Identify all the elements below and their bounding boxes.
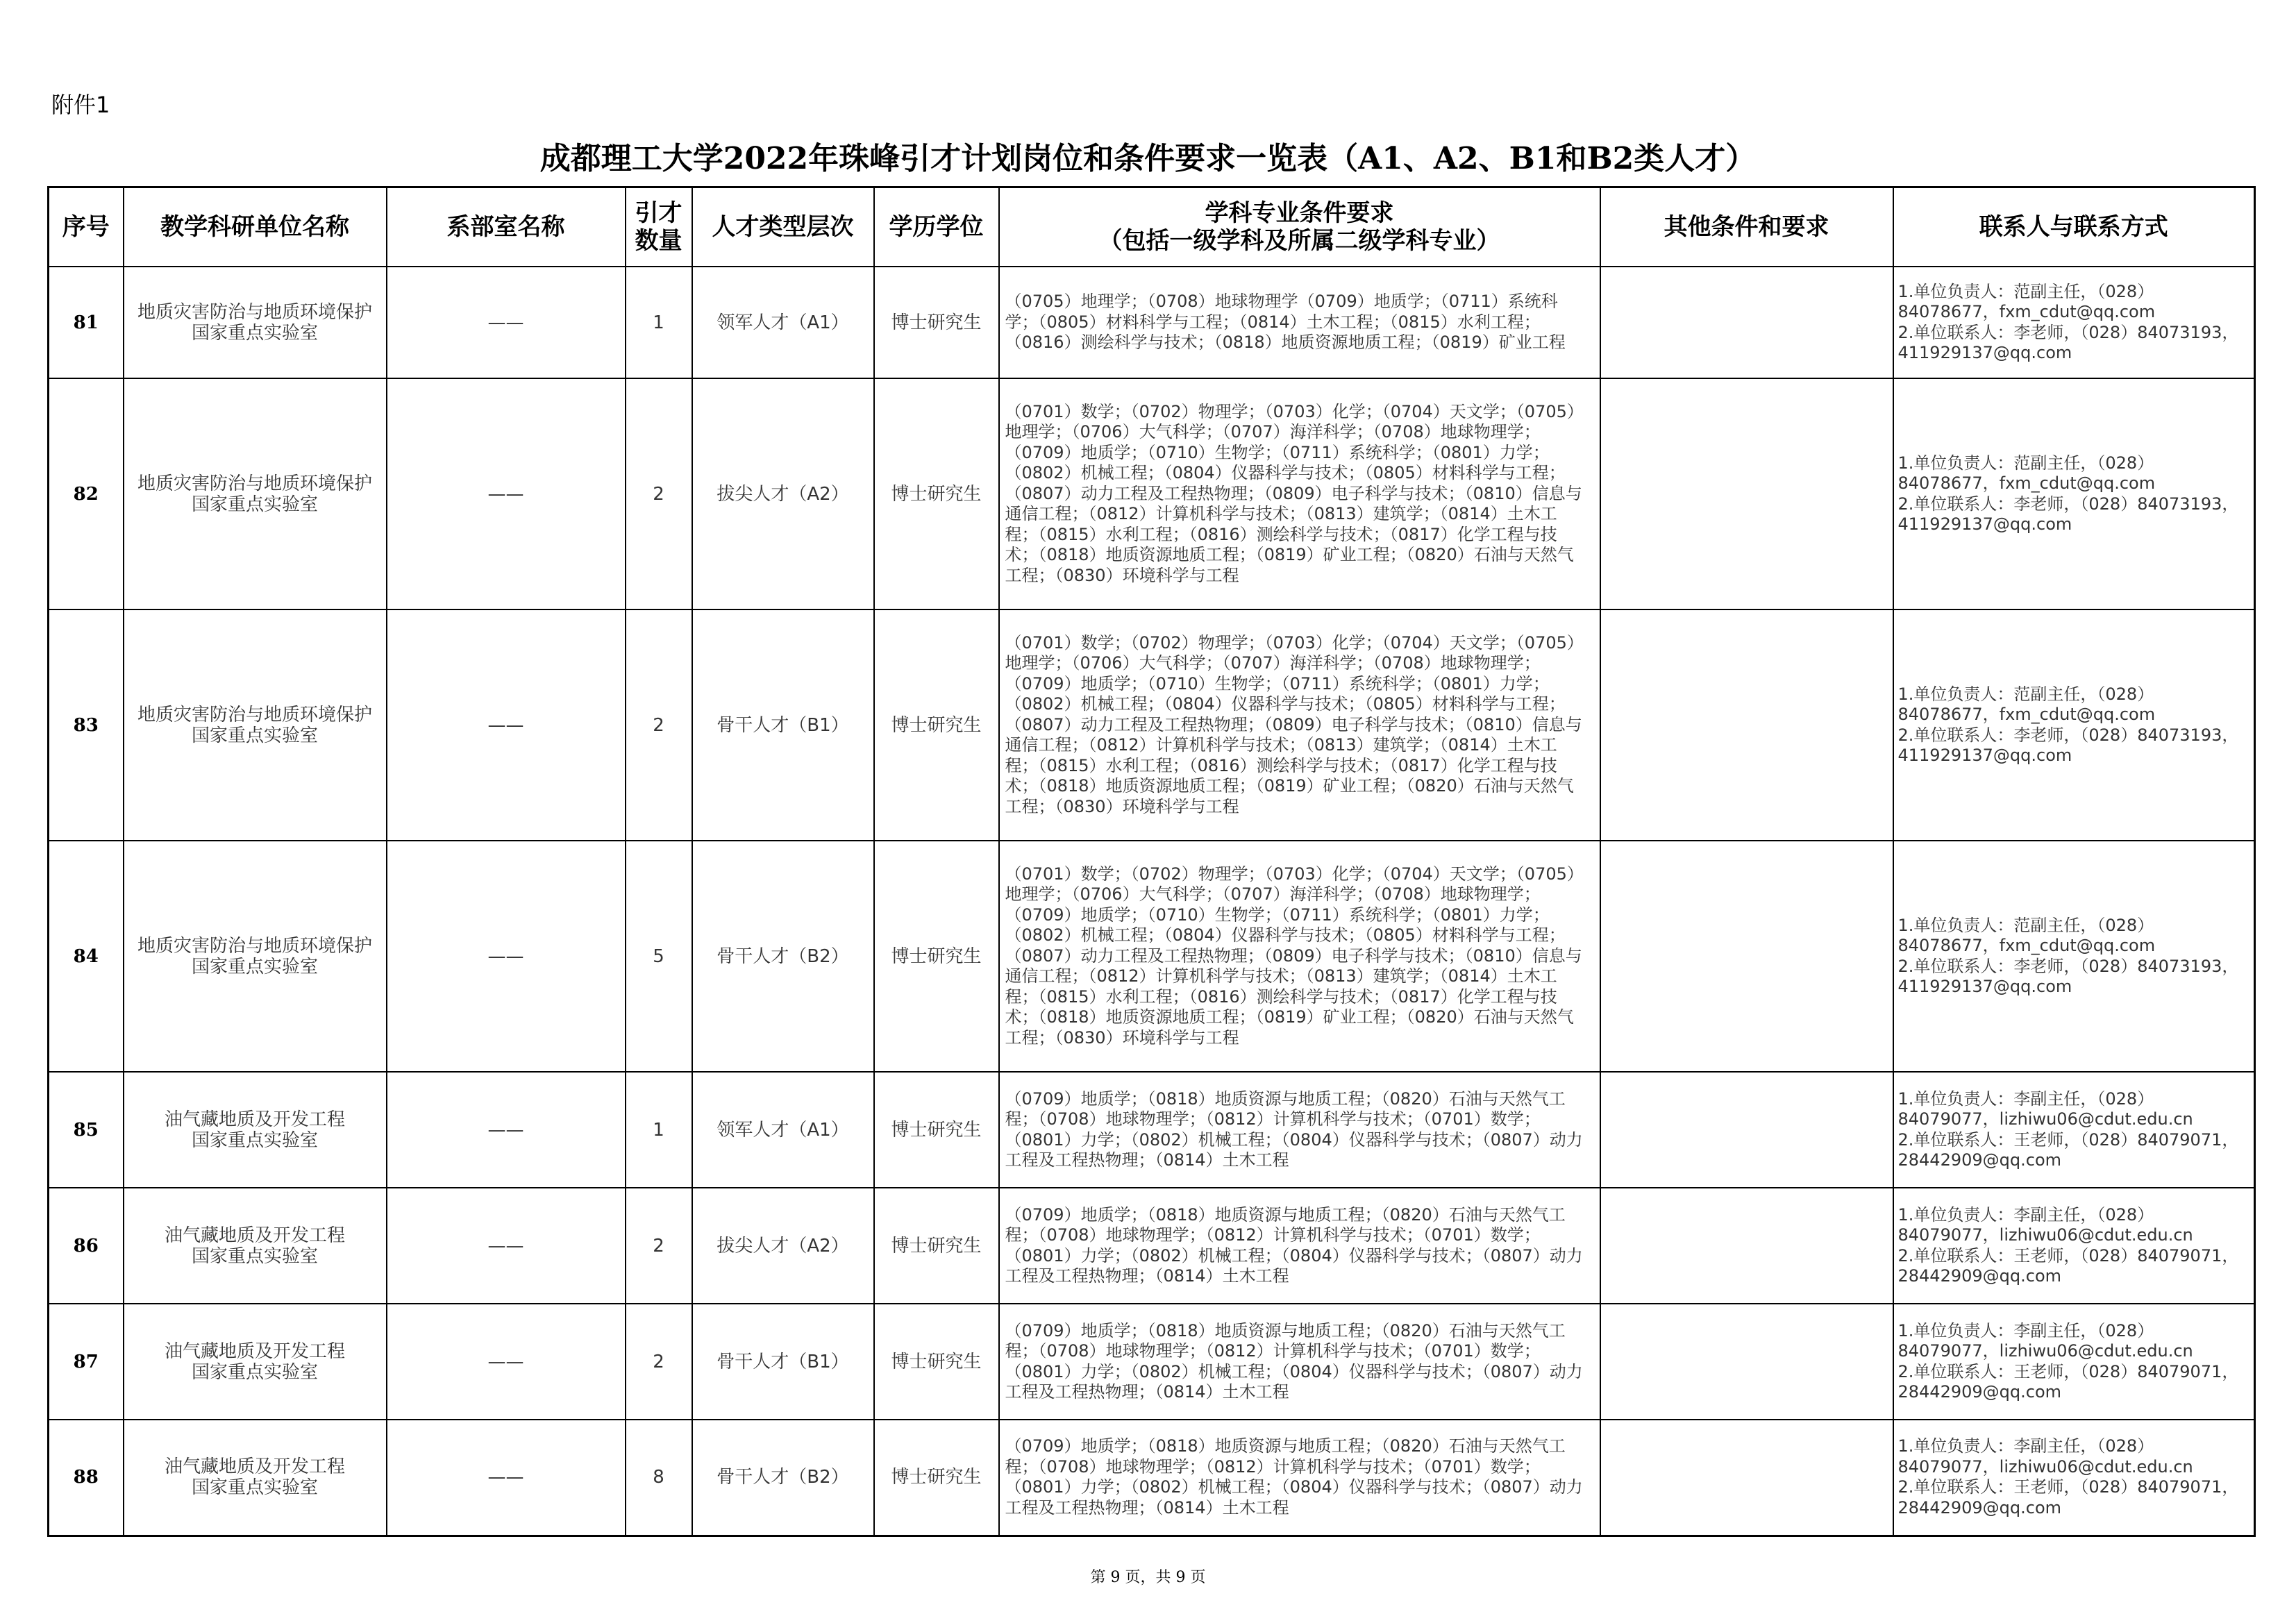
- page-footer: 第 9 页，共 9 页: [1090, 1569, 1206, 1586]
- cell-dept: ——: [387, 1188, 626, 1304]
- table-row: [49, 1072, 2255, 1188]
- cell-contact: 1.单位负责人：范副主任，（028）84078677，fxm_cdut@qq.com 2.单位联系人：李老师，（028）84073193，411929137@qq.com: [1893, 609, 2255, 841]
- cell-seq: 83: [49, 609, 124, 841]
- cell-other: [1600, 1420, 1893, 1536]
- cell-degree: 博士研究生: [874, 1072, 999, 1188]
- cell-degree: 博士研究生: [874, 267, 999, 378]
- cell-degree: 博士研究生: [874, 1304, 999, 1420]
- cell-count: 2: [626, 1304, 692, 1420]
- header-degree: 学历学位: [874, 187, 999, 267]
- cell-seq: 85: [49, 1072, 124, 1188]
- cell-dept: ——: [387, 1304, 626, 1420]
- cell-degree: 博士研究生: [874, 841, 999, 1072]
- table-row: [49, 841, 2255, 1072]
- positions-table-container: [47, 186, 2254, 1537]
- header-dept: 系部室名称: [387, 187, 626, 267]
- cell-unit: 地质灾害防治与地质环境保护 国家重点实验室: [124, 378, 387, 609]
- cell-degree: 博士研究生: [874, 378, 999, 609]
- header-unit: 教学科研单位名称: [124, 187, 387, 267]
- cell-other: [1600, 1304, 1893, 1420]
- cell-seq: 87: [49, 1304, 124, 1420]
- cell-contact: 1.单位负责人：李副主任，（028）84079077，lizhiwu06@cdut.edu.cn 2.单位联系人：王老师，（028）84079071，28442909@qq.com: [1893, 1304, 2255, 1420]
- cell-subject: （0709）地质学；（0818）地质资源与地质工程；（0820）石油与天然气工程；（0708）地球物理学；（0812）计算机科学与技术；（0701）数学；（0801）力学；（0802）机械工程；（0804）仪器科学与技术；（0807）动力工程及工程热物理；（0814）土木工程: [999, 1420, 1600, 1536]
- cell-seq: 88: [49, 1420, 124, 1536]
- positions-table: [47, 186, 2256, 1537]
- cell-degree: 博士研究生: [874, 609, 999, 841]
- header-other: 其他条件和要求: [1600, 187, 1893, 267]
- cell-dept: ——: [387, 1420, 626, 1536]
- cell-unit: 地质灾害防治与地质环境保护 国家重点实验室: [124, 841, 387, 1072]
- cell-level: 骨干人才（B1）: [692, 609, 874, 841]
- table-row: [49, 378, 2255, 609]
- cell-other: [1600, 1072, 1893, 1188]
- header-contact: 联系人与联系方式: [1893, 187, 2255, 267]
- cell-contact: 1.单位负责人：李副主任，（028）84079077，lizhiwu06@cdut.edu.cn 2.单位联系人：王老师，（028）84079071，28442909@qq.com: [1893, 1188, 2255, 1304]
- cell-count: 8: [626, 1420, 692, 1536]
- attachment-label: 附件1: [51, 92, 110, 118]
- cell-subject: （0705）地理学；（0708）地球物理学（0709）地质学；（0711）系统科学；（0805）材料科学与工程；（0814）土木工程；（0815）水利工程；（0816）测绘科学与技术；（0818）地质资源地质工程；（0819）矿业工程: [999, 267, 1600, 378]
- cell-contact: 1.单位负责人：李副主任，（028）84079077，lizhiwu06@cdut.edu.cn 2.单位联系人：王老师，（028）84079071，28442909@qq.com: [1893, 1072, 2255, 1188]
- header-subject: 学科专业条件要求 （包括一级学科及所属二级学科专业）: [999, 187, 1600, 267]
- cell-unit: 地质灾害防治与地质环境保护 国家重点实验室: [124, 267, 387, 378]
- cell-subject: （0701）数学；（0702）物理学；（0703）化学；（0704）天文学；（0705）地理学；（0706）大气科学；（0707）海洋科学；（0708）地球物理学；（0709）地质学；（0710）生物学；（0711）系统科学；（0801）力学；（0802）机械工程；（0804）仪器科学与技术；（0805）材料科学与工程；（0807）动力工程及工程热物理；（0809）电子科学与技术；（0810）信息与通信工程；（0812）计算机科学与技术；（0813）建筑学；（0814）土木工程；（0815）水利工程；（0816）测绘科学与技术；（0817）化学工程与技术；（0818）地质资源地质工程；（0819）矿业工程；（0820）石油与天然气工程；（0830）环境科学与工程: [999, 841, 1600, 1072]
- table-row: [49, 1420, 2255, 1536]
- cell-count: 1: [626, 1072, 692, 1188]
- cell-count: 2: [626, 378, 692, 609]
- cell-subject: （0709）地质学；（0818）地质资源与地质工程；（0820）石油与天然气工程；（0708）地球物理学；（0812）计算机科学与技术；（0701）数学；（0801）力学；（0802）机械工程；（0804）仪器科学与技术；（0807）动力工程及工程热物理；（0814）土木工程: [999, 1304, 1600, 1420]
- cell-seq: 81: [49, 267, 124, 378]
- cell-subject: （0701）数学；（0702）物理学；（0703）化学；（0704）天文学；（0705）地理学；（0706）大气科学；（0707）海洋科学；（0708）地球物理学；（0709）地质学；（0710）生物学；（0711）系统科学；（0801）力学；（0802）机械工程；（0804）仪器科学与技术；（0805）材料科学与工程；（0807）动力工程及工程热物理；（0809）电子科学与技术；（0810）信息与通信工程；（0812）计算机科学与技术；（0813）建筑学；（0814）土木工程；（0815）水利工程；（0816）测绘科学与技术；（0817）化学工程与技术；（0818）地质资源地质工程；（0819）矿业工程；（0820）石油与天然气工程；（0830）环境科学与工程: [999, 378, 1600, 609]
- cell-dept: ——: [387, 267, 626, 378]
- cell-unit: 油气藏地质及开发工程 国家重点实验室: [124, 1188, 387, 1304]
- cell-level: 骨干人才（B2）: [692, 841, 874, 1072]
- cell-seq: 86: [49, 1188, 124, 1304]
- cell-subject: （0701）数学；（0702）物理学；（0703）化学；（0704）天文学；（0705）地理学；（0706）大气科学；（0707）海洋科学；（0708）地球物理学；（0709）地质学；（0710）生物学；（0711）系统科学；（0801）力学；（0802）机械工程；（0804）仪器科学与技术；（0805）材料科学与工程；（0807）动力工程及工程热物理；（0809）电子科学与技术；（0810）信息与通信工程；（0812）计算机科学与技术；（0813）建筑学；（0814）土木工程；（0815）水利工程；（0816）测绘科学与技术；（0817）化学工程与技术；（0818）地质资源地质工程；（0819）矿业工程；（0820）石油与天然气工程；（0830）环境科学与工程: [999, 609, 1600, 841]
- table-header-row: [49, 187, 2255, 267]
- cell-contact: 1.单位负责人：范副主任，（028）84078677，fxm_cdut@qq.com 2.单位联系人：李老师，（028）84073193，411929137@qq.com: [1893, 378, 2255, 609]
- cell-count: 1: [626, 267, 692, 378]
- cell-dept: ——: [387, 378, 626, 609]
- cell-level: 骨干人才（B2）: [692, 1420, 874, 1536]
- cell-seq: 82: [49, 378, 124, 609]
- table-row: [49, 267, 2255, 378]
- cell-level: 领军人才（A1）: [692, 1072, 874, 1188]
- cell-contact: 1.单位负责人：范副主任，（028）84078677，fxm_cdut@qq.com 2.单位联系人：李老师，（028）84073193，411929137@qq.com: [1893, 841, 2255, 1072]
- cell-unit: 油气藏地质及开发工程 国家重点实验室: [124, 1304, 387, 1420]
- cell-unit: 油气藏地质及开发工程 国家重点实验室: [124, 1072, 387, 1188]
- cell-unit: 油气藏地质及开发工程 国家重点实验室: [124, 1420, 387, 1536]
- cell-dept: ——: [387, 841, 626, 1072]
- cell-seq: 84: [49, 841, 124, 1072]
- table-row: [49, 1304, 2255, 1420]
- cell-contact: 1.单位负责人：范副主任，（028）84078677，fxm_cdut@qq.com 2.单位联系人：李老师，（028）84073193，411929137@qq.com: [1893, 267, 2255, 378]
- cell-contact: 1.单位负责人：李副主任，（028）84079077，lizhiwu06@cdut.edu.cn 2.单位联系人：王老师，（028）84079071，28442909@qq.com: [1893, 1420, 2255, 1536]
- cell-degree: 博士研究生: [874, 1420, 999, 1536]
- cell-count: 2: [626, 1188, 692, 1304]
- cell-subject: （0709）地质学；（0818）地质资源与地质工程；（0820）石油与天然气工程；（0708）地球物理学；（0812）计算机科学与技术；（0701）数学；（0801）力学；（0802）机械工程；（0804）仪器科学与技术；（0807）动力工程及工程热物理；（0814）土木工程: [999, 1072, 1600, 1188]
- header-count: 引才 数量: [626, 187, 692, 267]
- table-row: [49, 1188, 2255, 1304]
- cell-other: [1600, 609, 1893, 841]
- cell-level: 拔尖人才（A2）: [692, 1188, 874, 1304]
- cell-other: [1600, 841, 1893, 1072]
- cell-other: [1600, 378, 1893, 609]
- cell-unit: 地质灾害防治与地质环境保护 国家重点实验室: [124, 609, 387, 841]
- cell-count: 2: [626, 609, 692, 841]
- cell-level: 骨干人才（B1）: [692, 1304, 874, 1420]
- header-seq: 序号: [49, 187, 124, 267]
- cell-count: 5: [626, 841, 692, 1072]
- cell-subject: （0709）地质学；（0818）地质资源与地质工程；（0820）石油与天然气工程；（0708）地球物理学；（0812）计算机科学与技术；（0701）数学；（0801）力学；（0802）机械工程；（0804）仪器科学与技术；（0807）动力工程及工程热物理；（0814）土木工程: [999, 1188, 1600, 1304]
- table-row: [49, 609, 2255, 841]
- cell-level: 领军人才（A1）: [692, 267, 874, 378]
- cell-level: 拔尖人才（A2）: [692, 378, 874, 609]
- cell-other: [1600, 1188, 1893, 1304]
- page-title: 成都理工大学2022年珠峰引才计划岗位和条件要求一览表（A1、A2、B1和B2类人才）: [539, 141, 1757, 176]
- cell-other: [1600, 267, 1893, 378]
- cell-dept: ——: [387, 1072, 626, 1188]
- header-level: 人才类型层次: [692, 187, 874, 267]
- cell-degree: 博士研究生: [874, 1188, 999, 1304]
- cell-dept: ——: [387, 609, 626, 841]
